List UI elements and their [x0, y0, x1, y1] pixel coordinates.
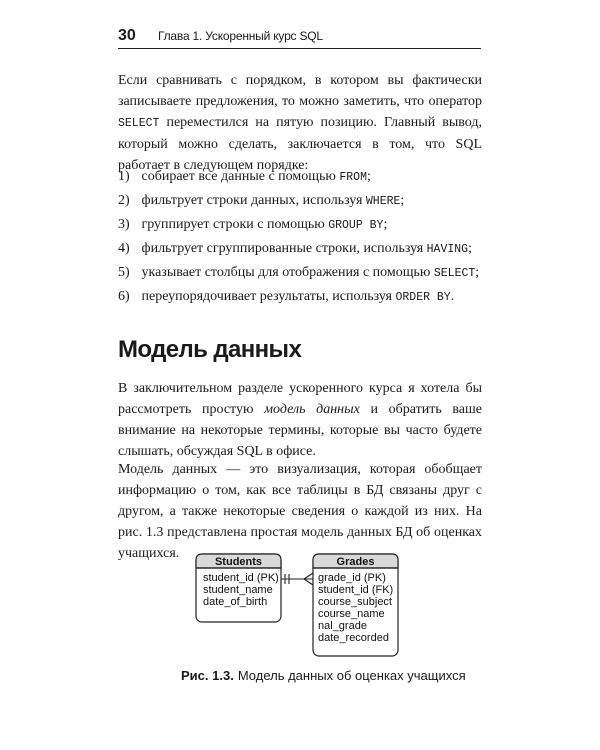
- grades-table-title: Grades: [336, 556, 375, 568]
- emphasized-term: модель данных: [264, 402, 360, 417]
- relationship-connector: [281, 573, 313, 585]
- execution-order-list: [118, 165, 482, 309]
- chapter-title: Глава 1. Ускоренный курс SQL: [158, 29, 323, 43]
- section-title: Модель данных: [118, 336, 302, 363]
- page-number: 30: [118, 27, 136, 44]
- students-field: student_name: [203, 584, 273, 596]
- grades-field: grade_id (PK): [318, 572, 386, 584]
- grades-field: date_recorded: [318, 632, 389, 644]
- running-header: [118, 24, 481, 49]
- list-item: 3) группирует строки с помощью GROUP BY;: [118, 217, 388, 232]
- figure-caption: [181, 668, 466, 683]
- grades-field: course_name: [318, 608, 385, 620]
- grades-field: nal_grade: [318, 620, 367, 632]
- select-keyword: SELECT: [118, 117, 160, 130]
- list-item: 4) фильтрует сгруппированные строки, используя HAVING;: [118, 241, 472, 256]
- grades-table: [313, 554, 398, 656]
- intro-paragraph: Если сравнивать с порядком, в котором вы фактически записываете предложения, то можно заметить, что оператор SELECT переместился на пятую позицию. Главный вывод, который можно сделать, заключается в том, что SQL работает в следующем порядке:: [118, 73, 482, 173]
- grades-field: course_subject: [318, 596, 392, 608]
- data-model-paragraph: В заключительном разделе ускоренного курса я хотела бы рассмотреть простую модель данных и обратить ваше внимание на некоторые термины, которые вы часто будете слышать, обсуждая SQL в офисе.: [118, 381, 483, 459]
- students-field: date_of_birth: [203, 596, 268, 608]
- list-item: 2) фильтрует строки данных, используя WHERE;: [118, 193, 405, 208]
- data-model-diagram: [190, 548, 410, 660]
- students-table: [196, 554, 281, 622]
- students-field: student_id (PK): [203, 572, 279, 584]
- figure-label: Рис. 1.3.: [181, 668, 234, 683]
- grades-field: student_id (FK): [318, 584, 394, 596]
- list-item: 1) собирает все данные с помощью FROM;: [118, 169, 371, 184]
- definition-paragraph: Модель данных — это визуализация, которая обобщает информацию о том, как все таблицы в БД связаны друг с другом, а также некоторые сведения о каждой из них. На рис. 1.3 представлена простая модель данных БД об оценках учащихся.: [118, 462, 482, 561]
- figure-caption-text: Модель данных об оценках учащихся: [237, 668, 466, 683]
- list-item: 6) переупорядочивает результаты, используя ORDER BY.: [118, 289, 455, 304]
- students-table-title: Students: [214, 556, 263, 568]
- list-item: 5) указывает столбцы для отображения с помощью SELECT;: [118, 265, 480, 280]
